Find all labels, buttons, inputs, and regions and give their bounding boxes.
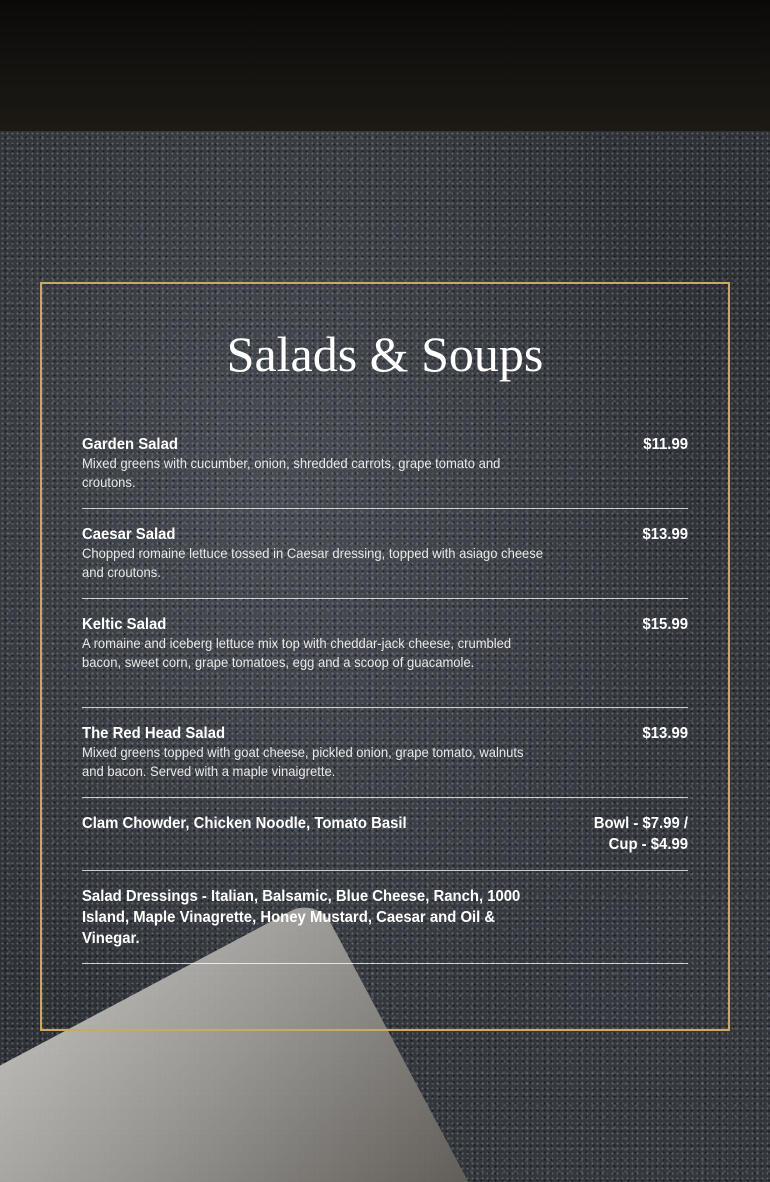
menu-section [40, 282, 730, 1031]
item-price: $15.99 [642, 616, 688, 633]
item-price: $13.99 [642, 725, 688, 742]
item-name: Keltic Salad [82, 616, 167, 633]
item-name: The Red Head Salad [82, 725, 226, 742]
item-price: $13.99 [642, 526, 688, 543]
item-description: Mixed greens with cucumber, onion, shredded carrots, grape tomato and croutons. [82, 455, 501, 490]
item-description: Chopped romaine lettuce tossed in Caesar dressing, topped with asiago cheese and croutons. [82, 545, 544, 580]
menu-item [82, 524, 688, 599]
item-description: Mixed greens topped with goat cheese, pickled onion, grape tomato, walnuts and bacon. Served with a maple vinaigrette. [82, 744, 524, 779]
item-name: Caesar Salad [82, 526, 176, 543]
menu-item [82, 813, 688, 871]
menu-item [82, 614, 688, 708]
menu-item [82, 886, 688, 964]
item-description: A romaine and iceberg lettuce mix top with cheddar-jack cheese, crumbled bacon, sweet corn, grape tomatoes, egg and a scoop of guacamole. [82, 635, 512, 670]
item-price: Bowl - $7.99 / Cup - $4.99 [593, 815, 688, 853]
item-price: $11.99 [643, 436, 688, 453]
item-name: Salad Dressings - Italian, Balsamic, Blue Cheese, Ranch, 1000 Island, Maple Vinagrette, Honey Mustard, Caesar and Oil & Vinegar. [82, 888, 521, 947]
menu-item [82, 434, 688, 509]
header-image-band [0, 0, 770, 131]
item-name: Garden Salad [82, 436, 178, 453]
item-name: Clam Chowder, Chicken Noodle, Tomato Basil [82, 815, 407, 832]
section-title: Salads & Soups [226, 326, 544, 382]
menu-item [82, 723, 688, 798]
